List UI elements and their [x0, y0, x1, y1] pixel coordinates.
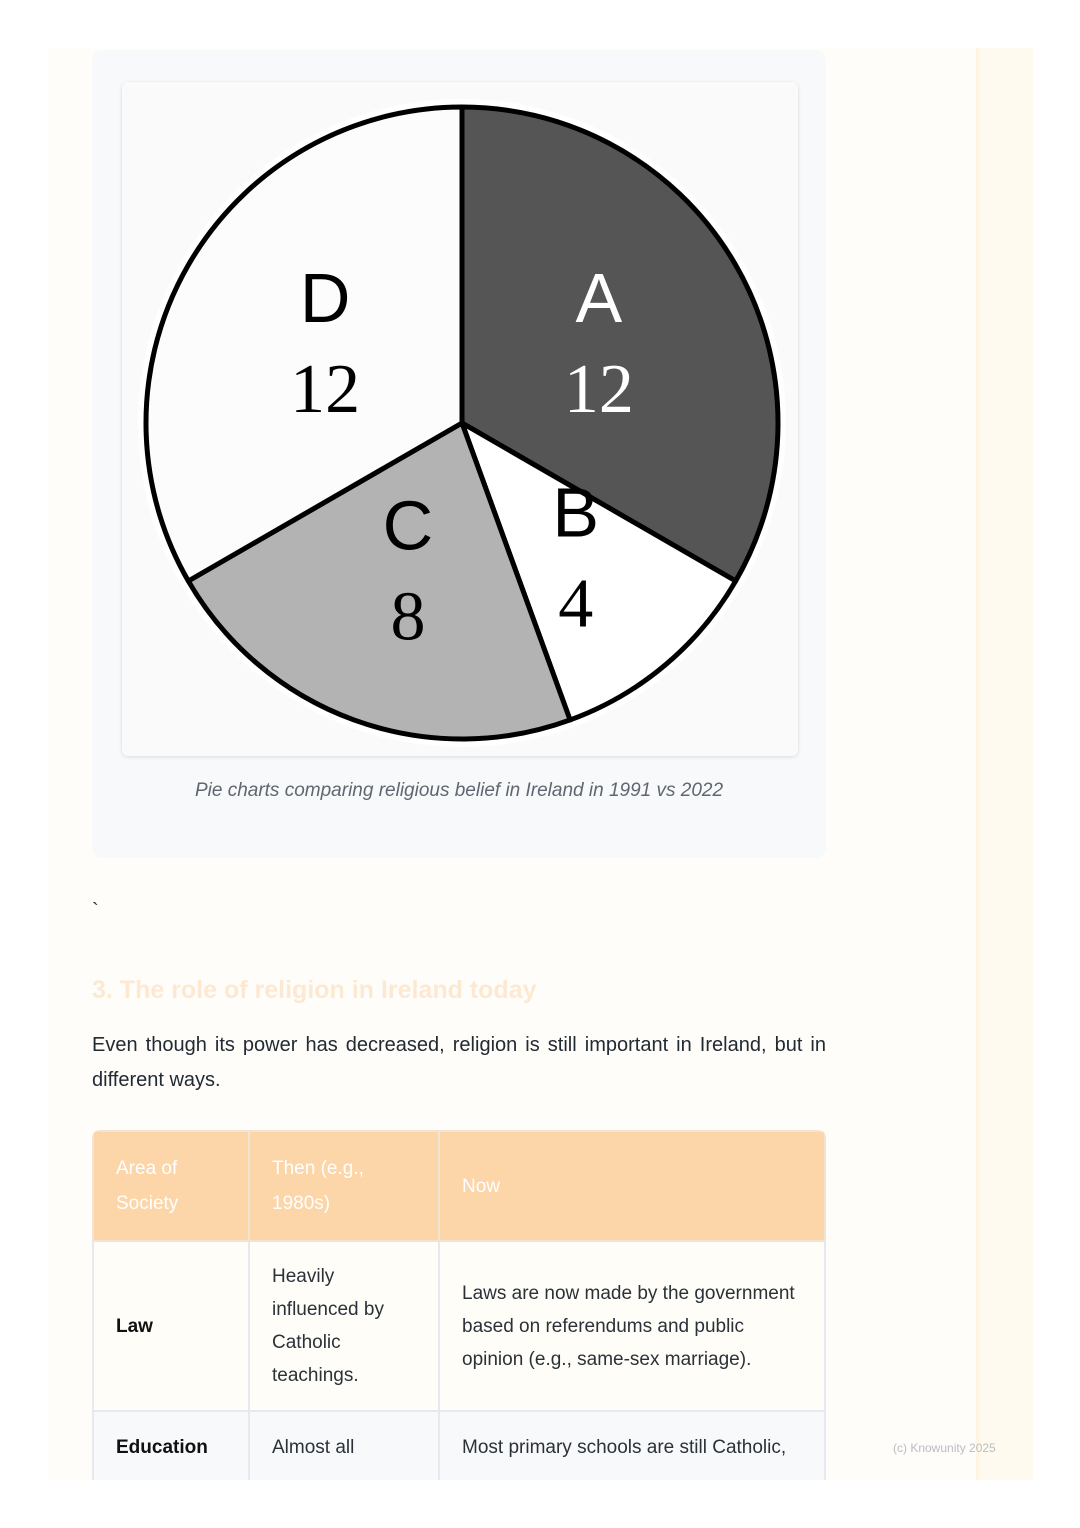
cell-area: Education — [93, 1411, 249, 1480]
cell-now: Most primary schools are still Catholic, — [439, 1411, 825, 1480]
pie-slice-label: C — [382, 486, 434, 565]
column-header-then: Then (e.g., 1980s) — [249, 1131, 439, 1241]
pie-slice-value: 8 — [390, 578, 426, 656]
figure-caption: Pie charts comparing religious belief in Ireland in 1991 vs 2022 — [194, 780, 724, 801]
pie-chart-frame — [122, 82, 798, 756]
column-header-now: Now — [439, 1131, 825, 1241]
section-heading: 3. The role of religion in Ireland today — [92, 976, 537, 1004]
page-margin-strip — [976, 48, 1033, 1480]
table-row — [93, 1411, 825, 1480]
stray-mark: ` — [92, 900, 99, 922]
pie-slice-label: B — [552, 473, 600, 552]
pie-slice-value: 4 — [558, 565, 594, 643]
pie-slice-label: A — [575, 259, 623, 337]
pie-slice-value: 12 — [290, 351, 361, 428]
cell-then: Heavily influenced by Catholic teachings. — [249, 1241, 439, 1411]
cell-then: Almost all — [249, 1411, 439, 1480]
pie-slice-value: 12 — [563, 351, 634, 428]
column-header-area: Area of Society — [93, 1131, 249, 1241]
figure-card — [92, 50, 826, 858]
section-paragraph: Even though its power has decreased, religion is still important in Ireland, but in different ways. — [92, 1034, 826, 1091]
table-row — [93, 1241, 825, 1411]
copyright-footer: (c) Knowunity 2025 — [893, 1441, 996, 1455]
cell-area: Law — [93, 1241, 249, 1411]
pie-slice-label: D — [299, 259, 351, 337]
cell-now: Laws are now made by the government based on referendums and public opinion (e.g., same-sex marriage). — [439, 1241, 825, 1411]
table-header-row — [93, 1131, 825, 1241]
pie-chart — [122, 82, 798, 756]
document-page — [48, 48, 1033, 1480]
comparison-table — [92, 1130, 826, 1480]
